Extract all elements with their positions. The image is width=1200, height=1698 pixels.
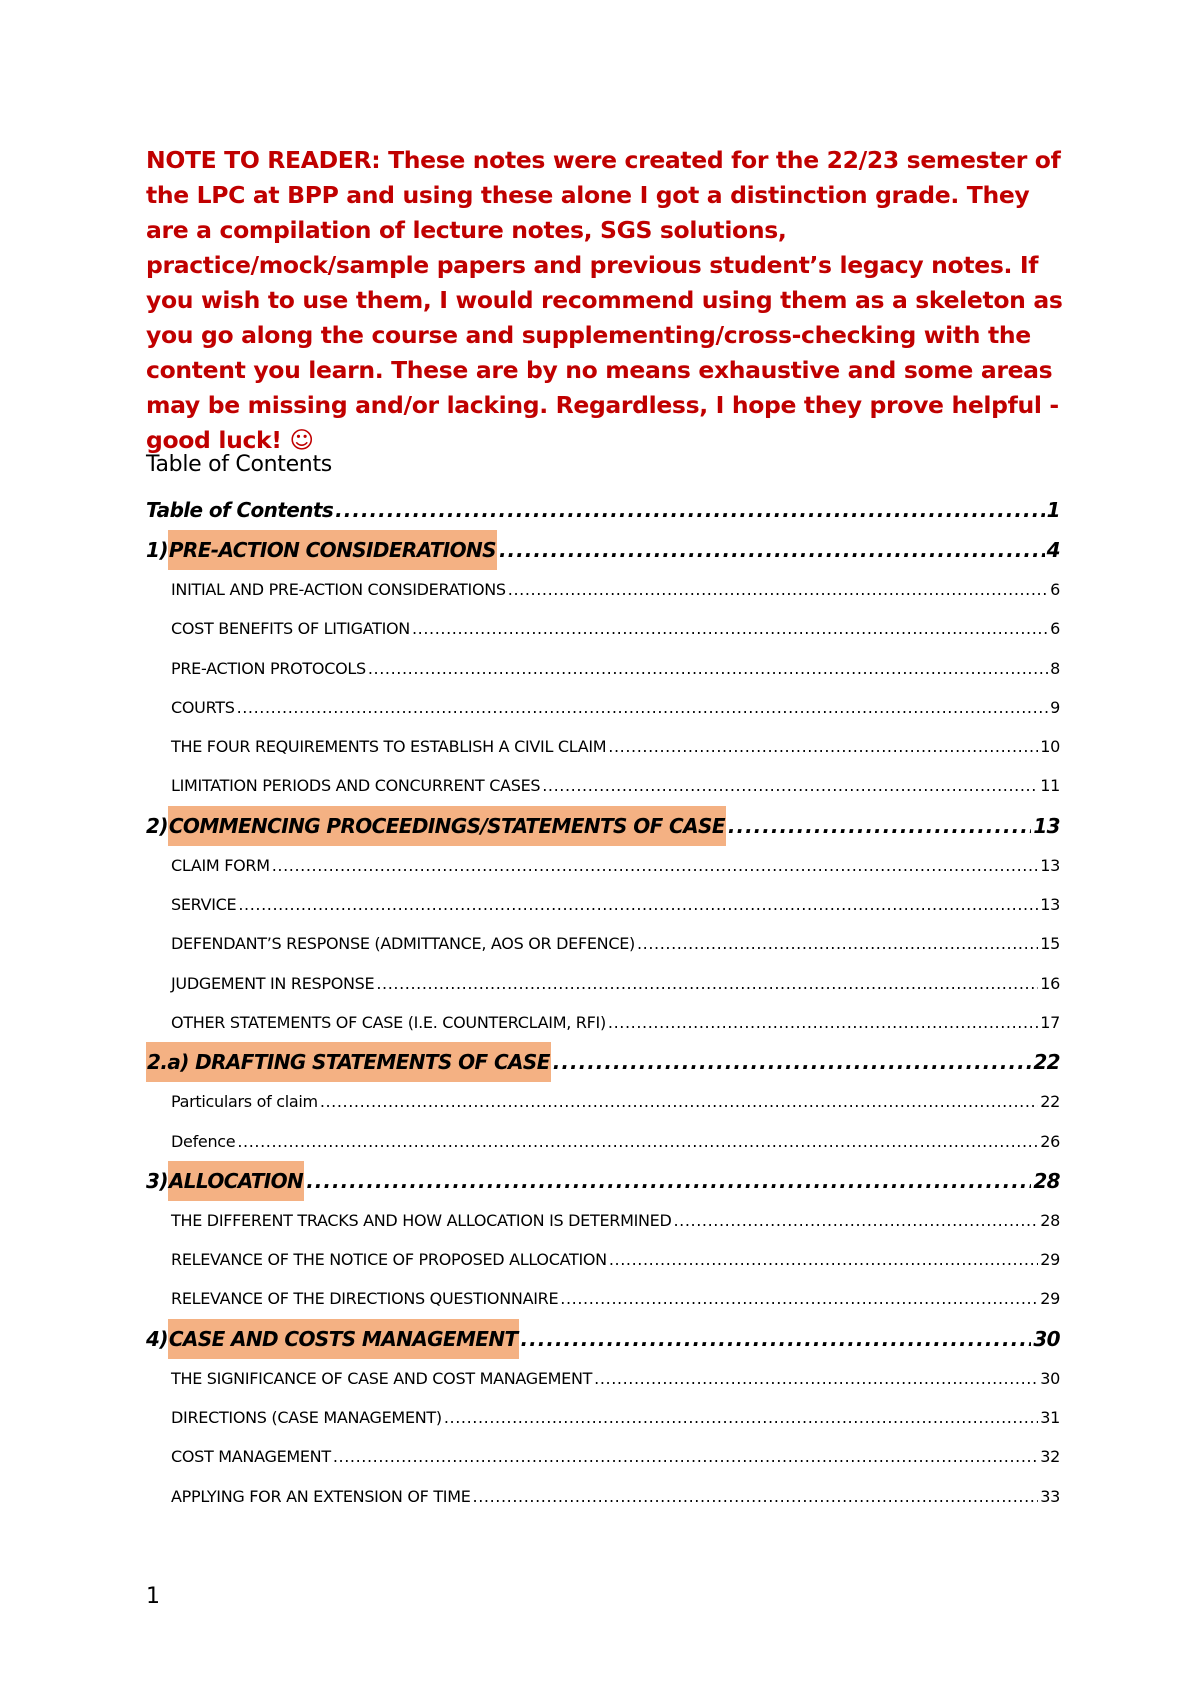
toc-entry-title: COST BENEFITS OF LITIGATION bbox=[171, 619, 410, 639]
toc-entry-title: Table of Contents bbox=[146, 498, 334, 522]
toc-leader bbox=[608, 1003, 1038, 1042]
toc-entry-title: 2.a) DRAFTING STATEMENTS OF CASE bbox=[146, 1042, 551, 1082]
toc-subentry[interactable] bbox=[146, 964, 1060, 1003]
toc-subentry[interactable] bbox=[146, 1201, 1060, 1240]
toc-section-number: 3) bbox=[146, 1168, 168, 1193]
toc-leader bbox=[368, 649, 1048, 688]
toc-section-2a[interactable] bbox=[146, 1042, 1060, 1082]
toc-leader bbox=[728, 806, 1031, 846]
toc-subentry[interactable] bbox=[146, 1437, 1060, 1476]
toc-entry-title: COMMENCING PROCEEDINGS/STATEMENTS OF CASE bbox=[168, 806, 726, 846]
toc-entry-title: CLAIM FORM bbox=[171, 855, 270, 875]
toc-entry-title: COURTS bbox=[171, 697, 235, 717]
smiley-icon: ☺ bbox=[289, 426, 314, 454]
toc-entry-page: 29 bbox=[1040, 1250, 1060, 1270]
toc-subentry[interactable] bbox=[146, 1279, 1060, 1318]
toc-entry-page: 13 bbox=[1033, 813, 1060, 838]
toc-entry-page: 17 bbox=[1040, 1012, 1060, 1032]
toc-subentry[interactable] bbox=[146, 1398, 1060, 1437]
toc-entry-title: DIRECTIONS (CASE MANAGEMENT) bbox=[171, 1408, 442, 1428]
toc-entry-page: 28 bbox=[1033, 1168, 1060, 1193]
toc-entry-page: 13 bbox=[1040, 855, 1060, 875]
toc-heading: Table of Contents bbox=[146, 452, 332, 477]
toc-entry-title: COST MANAGEMENT bbox=[171, 1447, 331, 1467]
toc-leader bbox=[306, 1161, 1031, 1201]
toc-leader bbox=[542, 766, 1038, 805]
toc-leader bbox=[674, 1201, 1039, 1240]
toc-subentry[interactable] bbox=[146, 649, 1060, 688]
note-text: NOTE TO READER: These notes were created for the 22/23 semester of the LPC at BPP and using these alone I got a distinction grade. They are a compilation of lecture notes, SGS solutions, practice/mock/sample papers and previous student’s legacy notes. If you wish to use them, I would recommend using them as a skeleton as you go along the course and supplementing/cross-checking with the content you learn. These are by no means exhaustive and some areas may be missing and/or lacking. Regardless, I hope they prove helpful - good luck! bbox=[146, 146, 1063, 454]
toc-entry-page: 31 bbox=[1040, 1408, 1060, 1428]
toc-entry-title: INITIAL AND PRE-ACTION CONSIDERATIONS bbox=[171, 580, 506, 599]
toc-entry-page: 8 bbox=[1050, 658, 1060, 678]
toc-entry-title: Defence bbox=[171, 1131, 236, 1151]
toc-entry-page: 1 bbox=[1046, 498, 1060, 522]
toc-entry-page: 33 bbox=[1040, 1486, 1060, 1506]
toc-subentry[interactable] bbox=[146, 1240, 1060, 1279]
toc-leader bbox=[521, 1319, 1032, 1359]
toc-subentry[interactable] bbox=[146, 570, 1060, 609]
toc-entry-title: THE DIFFERENT TRACKS AND HOW ALLOCATION IS DETERMINED bbox=[171, 1210, 672, 1230]
toc-leader bbox=[320, 1082, 1038, 1121]
toc-entry-title: Particulars of claim bbox=[171, 1092, 318, 1112]
table-of-contents bbox=[146, 490, 1060, 1516]
toc-leader bbox=[412, 609, 1048, 648]
toc-subentry[interactable] bbox=[146, 1082, 1060, 1121]
toc-entry-title: SERVICE bbox=[171, 895, 237, 915]
toc-subentry[interactable] bbox=[146, 924, 1060, 963]
toc-entry-title: CASE AND COSTS MANAGEMENT bbox=[168, 1319, 519, 1359]
toc-subentry[interactable] bbox=[146, 846, 1060, 885]
toc-leader bbox=[560, 1279, 1038, 1318]
toc-leader bbox=[637, 924, 1038, 963]
toc-subentry[interactable] bbox=[146, 609, 1060, 648]
note-to-reader bbox=[146, 143, 1076, 458]
toc-entry-page: 30 bbox=[1040, 1368, 1060, 1388]
toc-leader bbox=[376, 964, 1038, 1003]
toc-entry-title: THE SIGNIFICANCE OF CASE AND COST MANAGEMENT bbox=[171, 1368, 593, 1388]
toc-section-2[interactable] bbox=[146, 806, 1060, 846]
toc-leader bbox=[609, 1240, 1038, 1279]
toc-entry-toc[interactable] bbox=[146, 490, 1060, 530]
toc-leader bbox=[499, 530, 1045, 570]
toc-subentry[interactable] bbox=[146, 1477, 1060, 1516]
toc-entry-page: 16 bbox=[1040, 973, 1060, 993]
toc-entry-page: 22 bbox=[1040, 1092, 1060, 1112]
toc-entry-page: 30 bbox=[1033, 1326, 1060, 1351]
toc-subentry[interactable] bbox=[146, 766, 1060, 805]
toc-leader bbox=[238, 885, 1038, 924]
toc-entry-title: RELEVANCE OF THE NOTICE OF PROPOSED ALLOCATION bbox=[171, 1250, 607, 1270]
toc-entry-page: 13 bbox=[1040, 895, 1060, 915]
toc-entry-page: 9 bbox=[1050, 697, 1060, 717]
toc-entry-title: LIMITATION PERIODS AND CONCURRENT CASES bbox=[171, 776, 541, 796]
toc-entry-page: 22 bbox=[1033, 1050, 1060, 1075]
toc-entry-page: 6 bbox=[1050, 580, 1060, 599]
toc-leader bbox=[553, 1042, 1032, 1082]
toc-leader bbox=[608, 727, 1038, 766]
toc-entry-title: APPLYING FOR AN EXTENSION OF TIME bbox=[171, 1486, 471, 1506]
page-number: 1 bbox=[146, 1584, 160, 1609]
toc-entry-page: 29 bbox=[1040, 1289, 1060, 1309]
toc-leader bbox=[333, 1437, 1038, 1476]
toc-section-number: 4) bbox=[146, 1326, 168, 1351]
toc-entry-title: PRE-ACTION PROTOCOLS bbox=[171, 658, 366, 678]
toc-entry-page: 32 bbox=[1040, 1447, 1060, 1467]
toc-section-4[interactable] bbox=[146, 1319, 1060, 1359]
toc-entry-title: DEFENDANT’S RESPONSE (ADMITTANCE, AOS OR DEFENCE) bbox=[171, 934, 635, 954]
toc-leader bbox=[335, 490, 1045, 530]
toc-subentry[interactable] bbox=[146, 727, 1060, 766]
toc-entry-title: OTHER STATEMENTS OF CASE (I.E. COUNTERCLAIM, RFI) bbox=[171, 1012, 606, 1032]
toc-entry-page: 26 bbox=[1040, 1131, 1060, 1151]
toc-entry-title: ALLOCATION bbox=[168, 1161, 304, 1201]
toc-leader bbox=[508, 570, 1048, 609]
toc-subentry[interactable] bbox=[146, 1359, 1060, 1398]
toc-subentry[interactable] bbox=[146, 688, 1060, 727]
toc-subentry[interactable] bbox=[146, 1122, 1060, 1161]
toc-entry-title: PRE-ACTION CONSIDERATIONS bbox=[168, 530, 497, 570]
toc-leader bbox=[444, 1398, 1038, 1437]
toc-entry-title: THE FOUR REQUIREMENTS TO ESTABLISH A CIVIL CLAIM bbox=[171, 737, 607, 757]
toc-leader bbox=[473, 1477, 1039, 1516]
toc-entry-page: 11 bbox=[1040, 776, 1060, 796]
toc-subentry[interactable] bbox=[146, 1003, 1060, 1042]
toc-entry-page: 28 bbox=[1040, 1210, 1060, 1230]
toc-section-3[interactable] bbox=[146, 1161, 1060, 1201]
toc-entry-page: 10 bbox=[1040, 737, 1060, 757]
toc-section-1[interactable] bbox=[146, 530, 1060, 570]
toc-entry-title: RELEVANCE OF THE DIRECTIONS QUESTIONNAIRE bbox=[171, 1289, 559, 1309]
toc-section-number: 1) bbox=[146, 538, 168, 562]
toc-leader bbox=[237, 688, 1049, 727]
toc-subentry[interactable] bbox=[146, 885, 1060, 924]
toc-leader bbox=[237, 1122, 1038, 1161]
toc-leader bbox=[594, 1359, 1038, 1398]
toc-entry-page: 4 bbox=[1046, 538, 1060, 562]
toc-entry-page: 6 bbox=[1050, 619, 1060, 639]
toc-entry-title: JUDGEMENT IN RESPONSE bbox=[171, 973, 375, 993]
toc-entry-page: 15 bbox=[1040, 934, 1060, 954]
toc-section-number: 2) bbox=[146, 813, 168, 838]
toc-leader bbox=[272, 846, 1039, 885]
